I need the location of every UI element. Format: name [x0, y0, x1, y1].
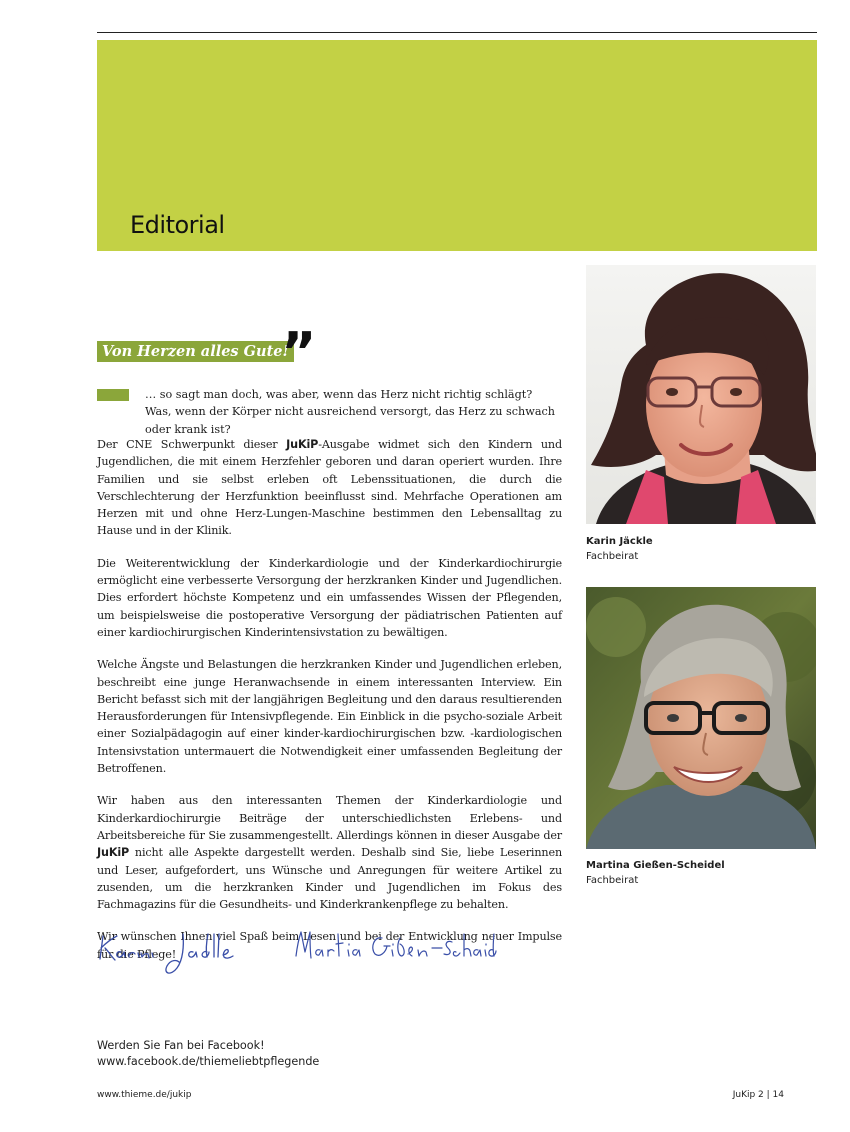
author-role: Fachbeirat [586, 551, 639, 562]
facebook-promo-text: Werden Sie Fan bei Facebook! [97, 1039, 265, 1052]
portrait-martina-giessen-scheidel [586, 587, 816, 849]
brand-name: JuKiP [97, 846, 130, 860]
footer-url[interactable]: www.thieme.de/jukip [97, 1090, 192, 1100]
header-banner [97, 40, 817, 251]
headline-badge: Von Herzen alles Gute! [97, 341, 294, 362]
author-name: Martina Gießen-Scheidel [586, 860, 725, 871]
caption-martina-giessen-scheidel [586, 858, 725, 888]
signature-martina-giessen-scheidel [292, 926, 502, 972]
facebook-link[interactable]: www.facebook.de/thiemeliebtpflegende [97, 1055, 320, 1068]
article-body [97, 436, 562, 978]
facebook-promo [97, 1038, 319, 1070]
lead-paragraph: … so sagt man doch, was aber, wenn das Herz nicht richtig schlägt? Was, wenn der Körper nicht ausreichend versorgt, das Herz zu schwach oder krank ist? [145, 388, 555, 436]
paragraph-1: Der CNE Schwerpunkt dieser JuKiP-Ausgabe widmet sich den Kindern und Jugendlichen, die mit einem Herzfehler geboren und daran operiert wurden. Ihre Familien und sie selbst erleben oft Lebenssituationen, die durch die Verschlechterung der Herzfunktion beeinflusst sind. Mehrfache Operationen am Herzen mit und ohne Herz-Lungen-Maschine bestimmen den Lebensalltag zu Hause und in der Klinik. [97, 438, 562, 538]
signature-karin-jaeckle [97, 926, 242, 982]
paragraph-5: Wir wünschen Ihnen viel Spaß beim Lesen und bei der Entwicklung neuer Impulse für die Pflege! [97, 930, 562, 961]
portrait-karin-jaeckle [586, 265, 816, 524]
top-rule [97, 32, 817, 33]
author-name: Karin Jäckle [586, 536, 653, 547]
brand-name: JuKiP [286, 438, 319, 451]
section-title: Editorial [130, 211, 225, 239]
footer-issue: JuKip 2 | 14 [732, 1090, 784, 1100]
quote-mark-icon: ” [281, 321, 313, 384]
caption-karin-jaeckle [586, 534, 653, 564]
paragraph-3: Welche Ängste und Belastungen die herzkranken Kinder und Jugendlichen erleben, beschreibt eine junge Heranwachsende in einem interessanten Interview. Ein Bericht befasst sich mit der langjährigen Begleitung und den daraus resultierenden Herausforderungen für Intensivpflegende. Ein Einblick in die psycho-soziale Arbeit einer Sozialpädagogin auf einer kinder-kardiochirurgischen bzw. -kardiologischen Intensivstation untermauert die Notwendigkeit einer umfassenden Begleitung der Betroffenen. [97, 658, 562, 776]
paragraph-4: Wir haben aus den interessanten Themen der Kinderkardiologie und Kinderkardiochirurgie Beiträge der unterschiedlichsten Erlebens- und Arbeitsbereiche für Sie zusammengestellt. Allerdings können in dieser Ausgabe der JuKiP nicht alle Aspekte dargestellt werden. Deshalb sind Sie, liebe Leserinnen und Leser, aufgefordert, uns Wünsche und Anregungen für weitere Artikel zu zusenden, um die herzkranken Kinder und Jugendlichen im Fokus des Fachmagazins für die Gesundheits- und Kinderkrankenpflege zu behalten. [97, 794, 562, 912]
quote-accent-bar [97, 389, 129, 401]
paragraph-2: Die Weiterentwicklung der Kinderkardiologie und der Kinderkardiochirurgie ermöglicht eine verbesserte Versorgung der herzkranken Kinder und Jugendlichen. Dies erfordert höchste Kompetenz und ein umfassendes Wissen der Pflegenden, um beispielsweise die postoperative Versorgung der pädiatrischen Patienten auf einer kardiochirurgischen Kinderintensivstation zu bewältigen. [97, 556, 562, 639]
author-role: Fachbeirat [586, 875, 639, 886]
